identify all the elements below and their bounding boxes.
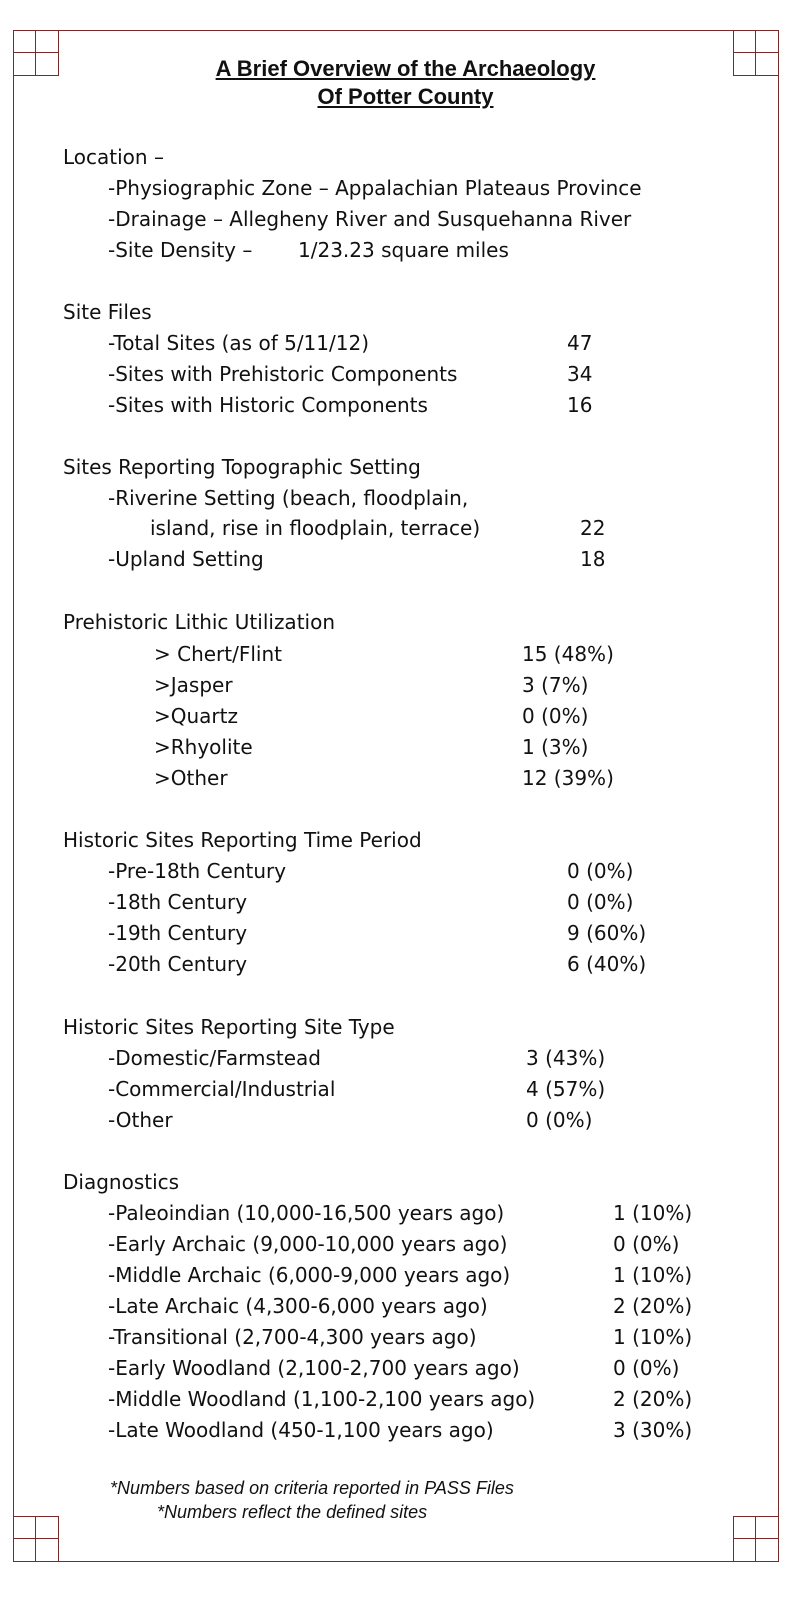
time-period-heading: Historic Sites Reporting Time Period [63,828,422,852]
time-period-row-label: -19th Century [108,921,248,945]
diagnostics-row-label: -Early Archaic (9,000-10,000 years ago) [108,1232,508,1256]
diagnostics-row-value: 1 (10%) [613,1201,693,1225]
topographic-heading: Sites Reporting Topographic Setting [63,455,421,479]
diagnostics-row-label: -Paleoindian (10,000-16,500 years ago) [108,1201,505,1225]
diagnostics-row-value: 0 (0%) [613,1232,680,1256]
diagnostics-row-label: -Middle Woodland (1,100-2,100 years ago) [108,1387,536,1411]
lithic-row-value: 12 (39%) [522,766,614,790]
site-type-row-value: 4 (57%) [526,1077,606,1101]
diagnostics-row-label: -Transitional (2,700-4,300 years ago) [108,1325,477,1349]
site-files-row-value: 34 [567,362,593,386]
lithic-row-value: 0 (0%) [522,704,589,728]
time-period-row-label: -18th Century [108,890,248,914]
site-type-row-label: -Domestic/Farmstead [108,1046,321,1070]
lithic-row-label: >Other [154,766,228,790]
site-files-row-label: -Sites with Historic Components [108,393,428,417]
lithic-row-label: >Rhyolite [154,735,253,759]
riverine-setting-value: 22 [580,516,606,540]
diagnostics-row-value: 1 (10%) [613,1325,693,1349]
site-type-row-value: 0 (0%) [526,1108,593,1132]
page-title-line-1: A Brief Overview of the Archaeology [215,56,596,81]
upland-setting-value: 18 [580,547,606,571]
diagnostics-row-label: -Early Woodland (2,100-2,700 years ago) [108,1356,520,1380]
lithic-row-value: 1 (3%) [522,735,589,759]
diagnostics-row-value: 2 (20%) [613,1294,693,1318]
lithic-heading: Prehistoric Lithic Utilization [63,610,336,634]
site-type-row-label: -Commercial/Industrial [108,1077,336,1101]
time-period-row-label: -Pre-18th Century [108,859,287,883]
diagnostics-row-value: 1 (10%) [613,1263,693,1287]
upland-setting-label: -Upland Setting [108,547,264,571]
diagnostics-row-value: 0 (0%) [613,1356,680,1380]
site-files-row-value: 47 [567,331,593,355]
footnote-criteria: *Numbers based on criteria reported in PASS Files [110,1478,514,1498]
diagnostics-row-label: -Middle Archaic (6,000-9,000 years ago) [108,1263,511,1287]
diagnostics-row-label: -Late Woodland (450-1,100 years ago) [108,1418,494,1442]
location-heading: Location – [63,145,164,169]
site-files-row-value: 16 [567,393,593,417]
diagnostics-row-value: 3 (30%) [613,1418,693,1442]
physiographic-zone: -Physiographic Zone – Appalachian Plateaus Province [108,176,642,200]
site-density-label: -Site Density – [108,238,253,262]
site-files-heading: Site Files [63,300,152,324]
site-density-value: 1/23.23 square miles [298,238,509,262]
lithic-row-label: >Jasper [154,673,233,697]
site-files-row-label: -Total Sites (as of 5/11/12) [108,331,369,355]
page-title-line-2: Of Potter County [317,84,494,109]
diagnostics-row-label: -Late Archaic (4,300-6,000 years ago) [108,1294,488,1318]
diagnostics-heading: Diagnostics [63,1170,180,1194]
lithic-row-label: > Chert/Flint [154,642,282,666]
site-type-row-value: 3 (43%) [526,1046,606,1070]
site-type-heading: Historic Sites Reporting Site Type [63,1015,395,1039]
footnote-defined-sites: *Numbers reflect the defined sites [157,1502,428,1522]
time-period-row-value: 9 (60%) [567,921,647,945]
time-period-row-label: -20th Century [108,952,248,976]
drainage: -Drainage – Allegheny River and Susquehanna River [108,207,632,231]
time-period-row-value: 6 (40%) [567,952,647,976]
time-period-row-value: 0 (0%) [567,890,634,914]
time-period-row-value: 0 (0%) [567,859,634,883]
diagnostics-row-value: 2 (20%) [613,1387,693,1411]
corner-ornament-bottom-right [733,1516,779,1562]
riverine-setting-label: -Riverine Setting (beach, floodplain, [108,486,469,510]
site-type-row-label: -Other [108,1108,173,1132]
lithic-row-label: >Quartz [154,704,238,728]
riverine-setting-detail: island, rise in floodplain, terrace) [150,516,481,540]
lithic-row-value: 15 (48%) [522,642,614,666]
corner-ornament-bottom-left [13,1516,59,1562]
lithic-row-value: 3 (7%) [522,673,589,697]
site-files-row-label: -Sites with Prehistoric Components [108,362,458,386]
